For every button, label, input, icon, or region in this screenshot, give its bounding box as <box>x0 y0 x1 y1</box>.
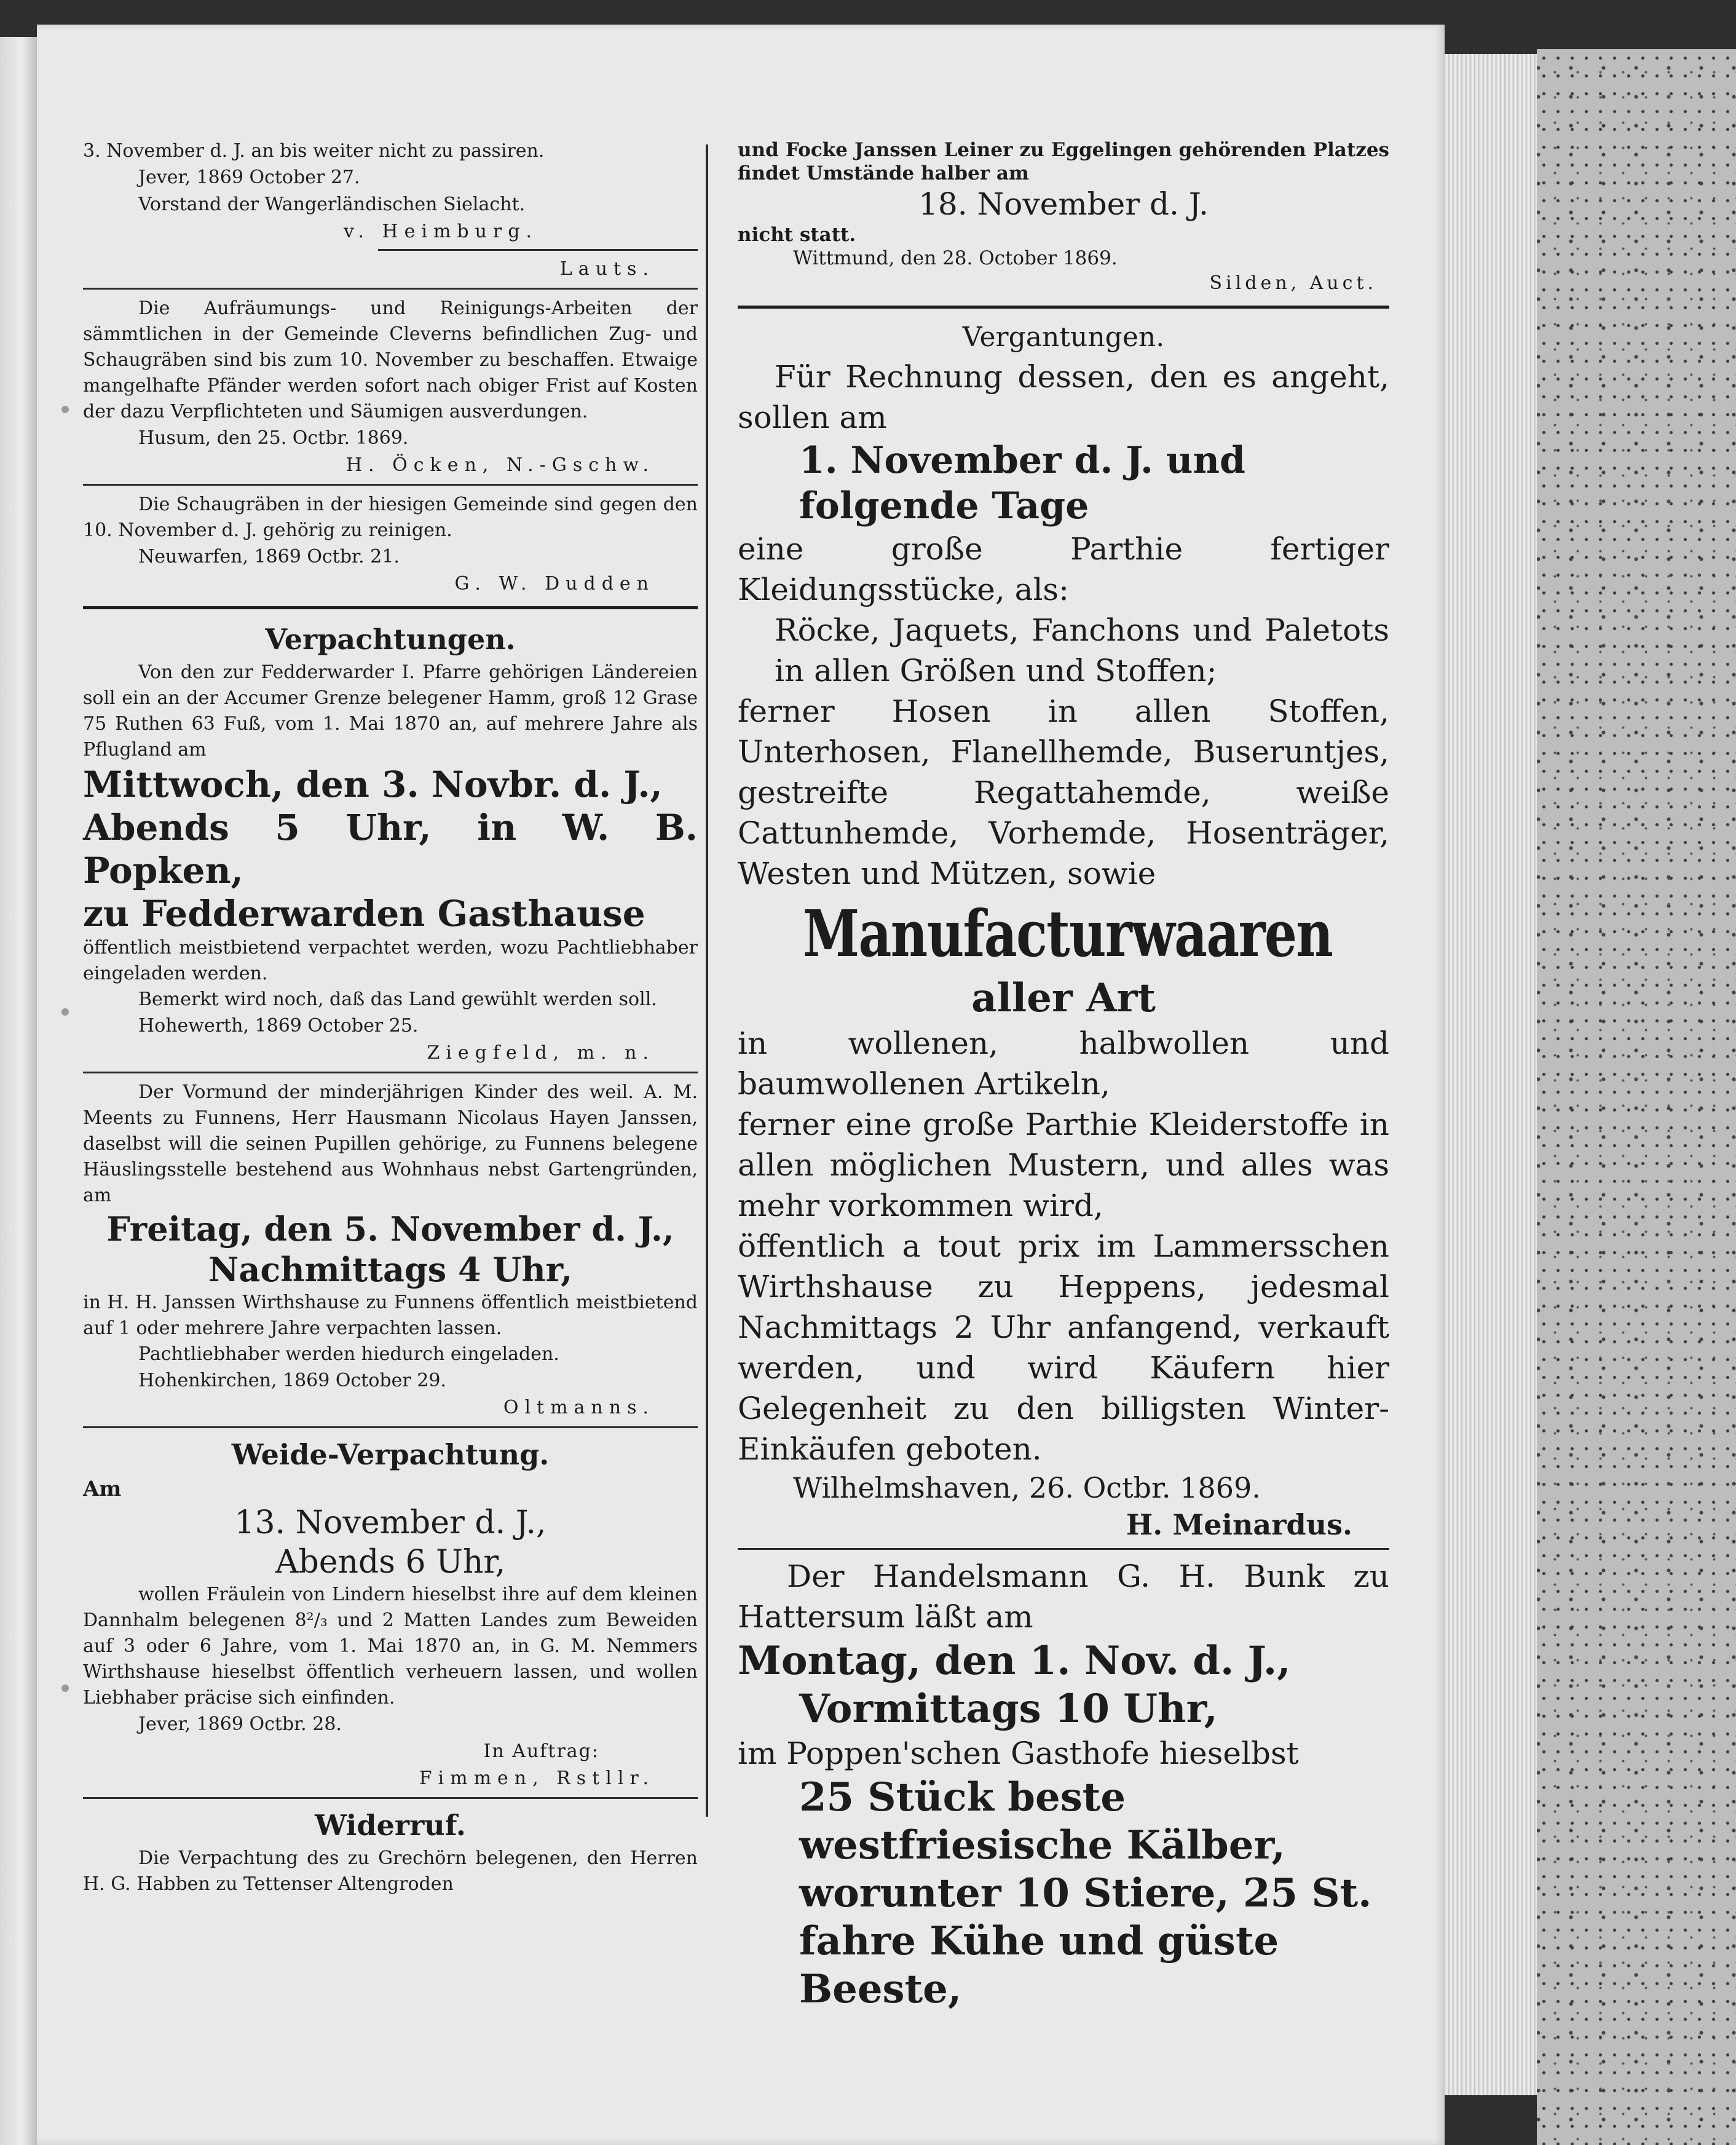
notice-text: Die Verpachtung des zu Grechörn belegenen, den Herren H. G. Habben zu Tettenser Altengroden <box>83 1847 698 1895</box>
notice-signature: G. W. Dudden <box>454 573 655 595</box>
notice-text: Röcke, Jaquets, Fanchons und Paletots in allen Größen und Stoffen; <box>775 612 1389 689</box>
notice-place-date: Husum, den 25. Octbr. 1869. <box>138 427 409 449</box>
notice-text: nicht statt. <box>738 224 856 246</box>
notice-signature: H. Meinardus. <box>1126 1508 1352 1541</box>
notice-emphasis: Freitag, den 5. November d. J., <box>106 1209 674 1249</box>
notice-hattersum <box>738 1556 1389 2013</box>
divider <box>83 1426 698 1428</box>
notice-authority: Vorstand der Wangerländischen Sielacht. <box>138 194 526 215</box>
notice-date: 18. November d. J. <box>918 186 1209 222</box>
section-divider <box>83 606 698 609</box>
notice-cleverns <box>83 296 698 479</box>
notice-text: Die Schaugräben in der hiesigen Gemeinde sind gegen den 10. November d. J. gehörig zu reinigen. <box>83 494 698 541</box>
notice-signature-label: In Auftrag: <box>483 1740 599 1762</box>
notice-signature: Fimmen, Rstllr. <box>419 1768 655 1789</box>
notice-signature: Oltmanns. <box>503 1397 655 1418</box>
binding-hole <box>61 1685 69 1692</box>
divider <box>738 1548 1389 1550</box>
section-heading: Vergantungen. <box>962 322 1165 353</box>
notice-text: öffentlich a tout prix im Lammersschen Wirthshause zu Heppens, jedesmal Nachmittags 2 Uhr anfangend, verkauft werden, und wird Käufern hier Gelegenheit zu den billigsten Winter-Einkäufen geboten. <box>738 1228 1389 1467</box>
notice-place-date: Wilhelmshaven, 26. Octbr. 1869. <box>793 1471 1261 1504</box>
section-divider <box>738 306 1389 309</box>
notice-place-date: Neuwarfen, 1869 Octbr. 21. <box>138 546 400 567</box>
section-heading: Weide-Verpachtung. <box>231 1438 550 1471</box>
notice-signature-2: Lauts. <box>559 258 655 280</box>
binding-hole <box>61 1008 69 1016</box>
notice-text: in wollenen, halbwollen und baumwollenen Artikeln, <box>738 1025 1389 1102</box>
notice-place-date: Hohewerth, 1869 October 25. <box>138 1015 419 1037</box>
notice-emphasis: Mittwoch, den 3. Novbr. d. J., <box>83 764 663 805</box>
notice-text: Die Aufräumungs- und Reinigungs-Arbeiten der sämmtlichen in der Gemeinde Cleverns befindlichen Zug- und Schaugräben sind bis zum 10. November zu beschaffen. Etwaige mangelhafte Pfänder werden sofort nach obiger Frist auf Kosten der dazu Verpflichteten und Säumigen ausverdungen. <box>83 298 698 422</box>
section-heading: Widerruf. <box>315 1809 466 1842</box>
divider <box>83 1072 698 1073</box>
notice-headline: Manufacturwaaren <box>803 896 1333 971</box>
notice-text: ferner eine große Parthie Kleiderstoffe in allen möglichen Mustern, und alles was mehr vorkommen wird, <box>738 1107 1389 1223</box>
divider <box>83 1797 698 1799</box>
notice-text: Für Rechnung dessen, den es angeht, sollen am <box>738 359 1389 435</box>
notice-vergantungen <box>738 318 1389 1543</box>
scan-left-margin <box>0 37 37 2145</box>
notice-am: Am <box>83 1477 122 1501</box>
notice-funnens <box>83 1080 698 1421</box>
notice-place-date: Hohenkirchen, 1869 October 29. <box>138 1370 446 1391</box>
notice-emphasis: Nachmittags 4 Uhr, <box>208 1250 573 1289</box>
notice-place-date: Wittmund, den 28. October 1869. <box>793 247 1118 269</box>
notice-emphasis: folgende Tage <box>799 484 1089 527</box>
notice-text: 3. November d. J. an bis weiter nicht zu passiren. <box>83 140 545 162</box>
notice-text: Von den zur Fedderwarder I. Pfarre gehörigen Ländereien soll ein an der Accumer Grenze belegener Hamm, groß 12 Grase 75 Ruthen 63 Fuß, vom 1. Mai 1870 an, auf mehrere Jahre als Pflugland am <box>83 662 698 760</box>
page-stack-edge <box>1445 54 1537 2095</box>
notice-place-date: Jever, 1869 October 27. <box>138 167 360 188</box>
notice-eggelingen <box>738 138 1389 297</box>
notice-emphasis: Vormittags 10 Uhr, <box>799 1686 1218 1732</box>
notice-text: öffentlich meistbietend verpachtet werden, wozu Pachtliebhaber eingeladen werden. <box>83 937 698 984</box>
notice-widerruf <box>83 1805 698 1897</box>
left-column <box>83 138 698 1897</box>
section-heading: Verpachtungen. <box>265 623 516 656</box>
notice-text: Der Vormund der minderjährigen Kinder des weil. A. M. Meents zu Funnens, Herr Hausmann Nicolaus Hayen Janssen, daselbst will die seinen Pupillen gehörige, zu Funnens belegene Häuslingsstelle bestehend aus Wohnhaus nebst Gartengründen, am <box>83 1081 698 1206</box>
notice-signature: v. Heimburg. <box>343 221 538 242</box>
notice-emphasis: 25 Stück beste westfriesische Kälber, worunter 10 Stiere, 25 St. fahre Kühe und güste Beeste, <box>799 1774 1372 2012</box>
notice-place-date: Jever, 1869 Octbr. 28. <box>138 1713 342 1735</box>
marbled-book-cover <box>1537 49 1736 2145</box>
notice-weide-verpachtung <box>83 1434 698 1792</box>
divider <box>83 288 698 290</box>
column-divider <box>706 144 708 1817</box>
notice-text: in H. H. Janssen Wirthshause zu Funnens öffentlich meistbietend auf 1 oder mehrere Jahre verpachten lassen. <box>83 1292 698 1339</box>
notice-neuwarfen <box>83 492 698 598</box>
notice-text: wollen Fräulein von Lindern hieselbst ihre auf dem kleinen Dannhalm belegenen 8²/₃ und 2 Matten Landes zum Beweiden auf 3 oder 6 Jahre, vom 1. Mai 1870 an, in G. M. Nemmers Wirthshause hieselbst öffentlich verheuern lassen, und wollen Liebhaber präcise sich einfinden. <box>83 1584 698 1708</box>
notice-date: 13. November d. J., <box>234 1504 546 1541</box>
notice-text: eine große Parthie fertiger Kleidungsstücke, als: <box>738 531 1389 607</box>
notice-text: und Focke Janssen Leiner zu Eggelingen gehörenden Platzes findet Umstände halber am <box>738 139 1389 184</box>
notice-text: Bemerkt wird noch, daß das Land gewühlt werden soll. <box>138 989 657 1010</box>
divider <box>83 484 698 486</box>
binding-hole <box>61 406 69 413</box>
right-column <box>738 138 1389 2013</box>
notice-text: Der Handelsmann G. H. Bunk zu Hattersum läßt am <box>738 1558 1389 1635</box>
notice-emphasis: 1. November d. J. und <box>799 439 1245 482</box>
notice-signature: Ziegfeld, m. n. <box>427 1042 655 1064</box>
notice-emphasis: zu Fedderwarden Gasthause <box>83 893 645 934</box>
notice-subheadline: aller Art <box>971 975 1156 1021</box>
notice-text: Pachtliebhaber werden hiedurch eingeladen. <box>138 1343 559 1365</box>
notice-text: im Poppen'schen Gasthofe hieselbst <box>738 1736 1299 1771</box>
notice-emphasis: Montag, den 1. Nov. d. J., <box>738 1638 1291 1684</box>
notice-text: ferner Hosen in allen Stoffen, Unterhosen, Flanellhemde, Buseruntjes, gestreifte Regattahemde, weiße Cattunhemde, Vorhemde, Hosenträger, Westen und Mützen, sowie <box>738 693 1389 891</box>
notice-emphasis: Abends 5 Uhr, in W. B. Popken, <box>83 807 698 891</box>
notice-sielacht <box>83 138 698 283</box>
short-rule <box>378 249 698 251</box>
notice-time: Abends 6 Uhr, <box>275 1544 506 1581</box>
notice-signature: H. Öcken, N.-Gschw. <box>345 454 655 476</box>
notice-verpachtungen <box>83 619 698 1067</box>
notice-signature: Silden, Auct. <box>1209 272 1377 294</box>
